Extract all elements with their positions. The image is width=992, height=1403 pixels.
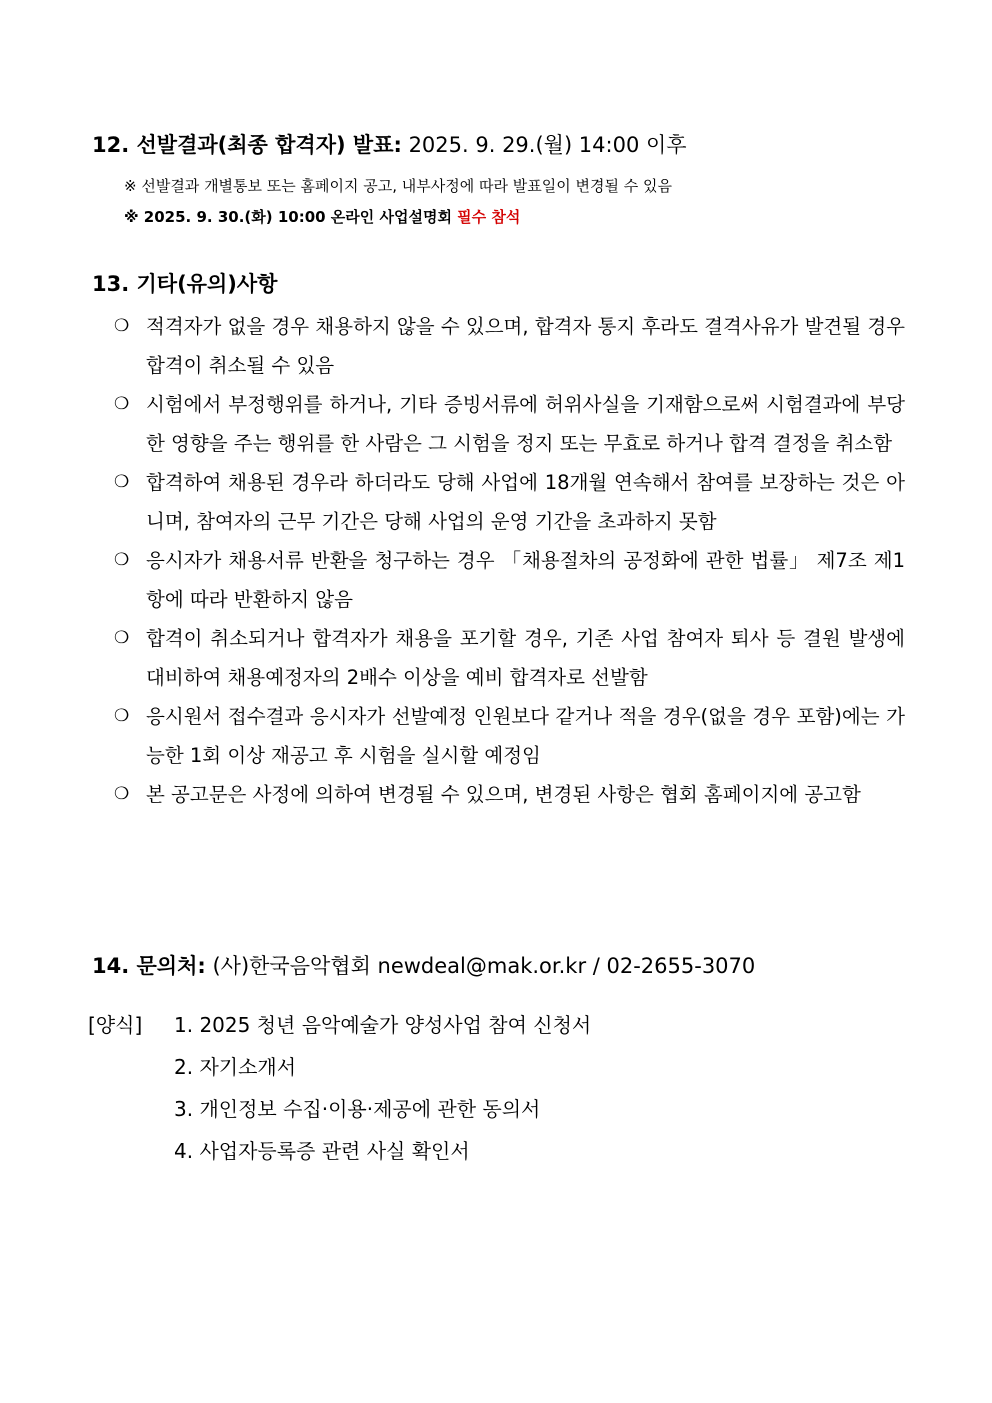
list-item-text: 합격이 취소되거나 합격자가 채용을 포기할 경우, 기존 사업 참여자 퇴사 등 결원 발생에 대비하여 채용예정자의 2배수 이상을 예비 합격자로 선발함 [146, 627, 905, 689]
section-12-date: 2025. 9. 29.(월) 14:00 이후 [408, 133, 687, 157]
list-item [110, 385, 905, 463]
list-item [110, 463, 905, 541]
section-14-heading [92, 950, 755, 980]
mandatory-attendance: 필수 참석 [457, 208, 521, 226]
briefing-note-text: ※ 2025. 9. 30.(화) 10:00 온라인 사업설명회 [124, 208, 458, 226]
circle-bullet-icon: ❍ [114, 316, 130, 336]
list-item-text: 시험에서 부정행위를 하거나, 기타 증빙서류에 허위사실을 기재함으로써 시험결과에 부당한 영향을 주는 행위를 한 사람은 그 시험을 정지 또는 무효로 하거나 합격 결정을 취소함 [146, 393, 905, 455]
list-item-text: 본 공고문은 사정에 의하여 변경될 수 있으며, 변경된 사항은 협회 홈페이지에 공고함 [146, 783, 861, 806]
list-item [110, 775, 905, 814]
section-14-title: 14. 문의처: [92, 954, 206, 978]
circle-bullet-icon: ❍ [114, 394, 130, 414]
list-item [110, 307, 905, 385]
circle-bullet-icon: ❍ [114, 706, 130, 726]
section-12-note: ※ 선발결과 개별통보 또는 홈페이지 공고, 내부사정에 따라 발표일이 변경될 수 있음 [124, 177, 672, 195]
form-item: 4. 사업자등록증 관련 사실 확인서 [174, 1139, 470, 1163]
notice-list [110, 307, 905, 814]
list-item-text: 응시원서 접수결과 응시자가 선발예정 인원보다 같거나 적을 경우(없을 경우 포함)에는 가능한 1회 이상 재공고 후 시험을 실시할 예정임 [146, 705, 905, 767]
section-12-briefing-note [124, 206, 520, 227]
list-item [110, 697, 905, 775]
form-item: 2. 자기소개서 [174, 1055, 297, 1079]
circle-bullet-icon: ❍ [114, 628, 130, 648]
forms-list [88, 1004, 591, 1172]
section-12-title: 12. 선발결과(최종 합격자) 발표: [92, 133, 402, 157]
section-13-title: 13. 기타(유의)사항 [92, 272, 278, 296]
form-item: 3. 개인정보 수집·이용·제공에 관한 동의서 [174, 1097, 541, 1121]
form-item: 1. 2025 청년 음악예술가 양성사업 참여 신청서 [174, 1013, 592, 1037]
forms-label: [양식] [88, 1013, 143, 1037]
contact-info: (사)한국음악협회 newdeal@mak.or.kr / 02-2655-3070 [212, 954, 756, 978]
section-13-heading [92, 268, 277, 298]
list-item-text: 적격자가 없을 경우 채용하지 않을 수 있으며, 합격자 통지 후라도 결격사유가 발견될 경우 합격이 취소될 수 있음 [146, 315, 905, 377]
section-12-heading [92, 129, 687, 159]
list-item-text: 합격하여 채용된 경우라 하더라도 당해 사업에 18개월 연속해서 참여를 보장하는 것은 아니며, 참여자의 근무 기간은 당해 사업의 운영 기간을 초과하지 못함 [146, 471, 905, 533]
list-item-text: 응시자가 채용서류 반환을 청구하는 경우 「채용절차의 공정화에 관한 법률」 제7조 제1항에 따라 반환하지 않음 [146, 549, 905, 611]
circle-bullet-icon: ❍ [114, 472, 130, 492]
list-item [110, 619, 905, 697]
list-item [110, 541, 905, 619]
circle-bullet-icon: ❍ [114, 550, 130, 570]
circle-bullet-icon: ❍ [114, 784, 130, 804]
